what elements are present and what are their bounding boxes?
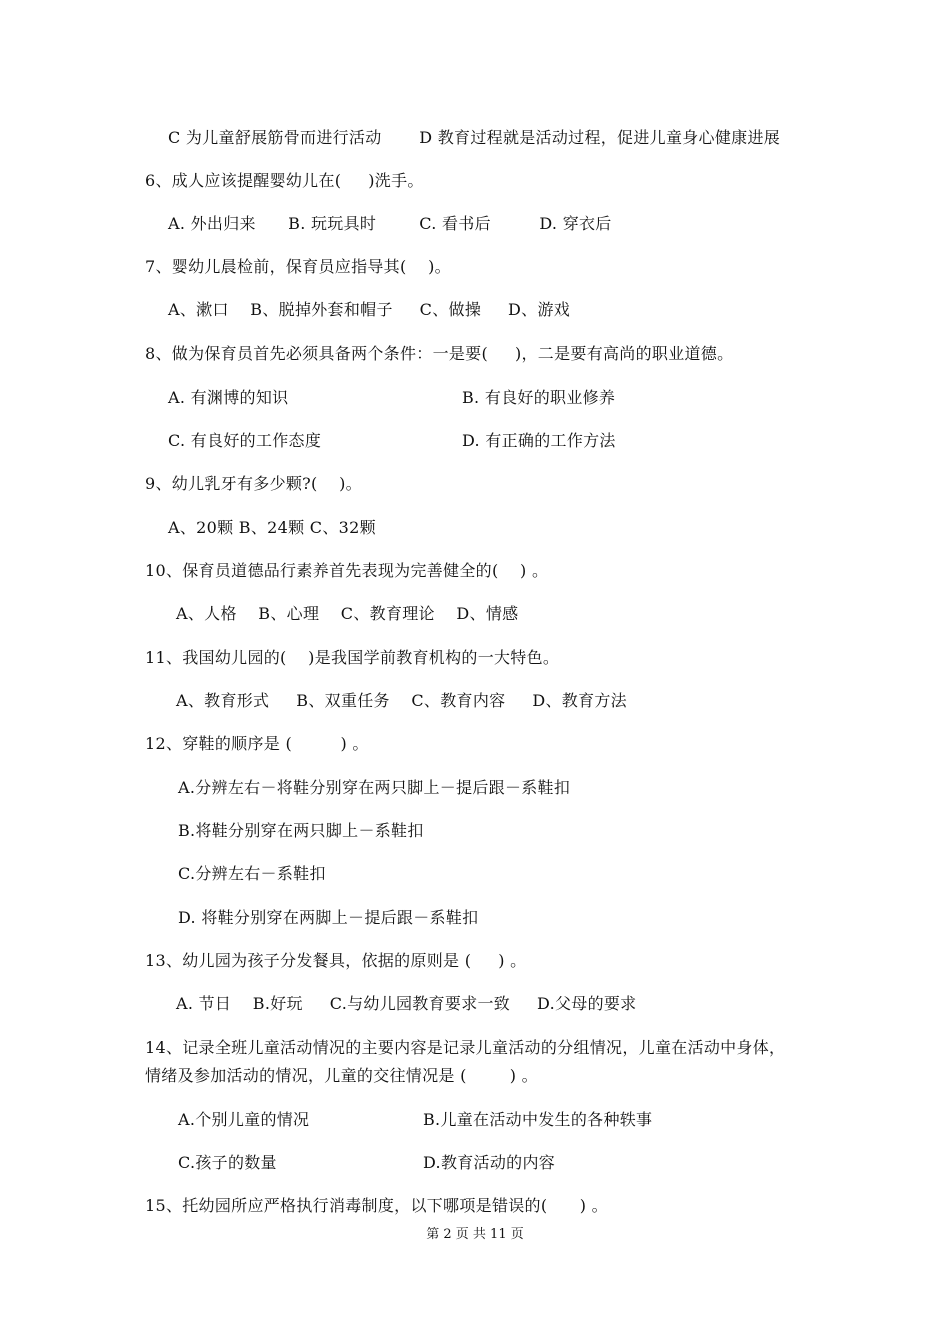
option-8a: A. 有渊博的知识 [168, 388, 289, 407]
option-line-5cd: C 为儿童舒展筋骨而进行活动 D 教育过程就是活动过程，促进儿童身心健康进展 [168, 128, 781, 147]
option-14a: A.个别儿童的情况 [178, 1110, 310, 1129]
question-15: 15、托幼园所应严格执行消毒制度，以下哪项是错误的( ) 。 [145, 1196, 608, 1215]
option-12a: A.分辨左右－将鞋分别穿在两只脚上－提后跟－系鞋扣 [178, 778, 571, 797]
option-14c: C.孩子的数量 [178, 1153, 277, 1172]
question-8: 8、做为保育员首先必须具备两个条件：一是要( )，二是要有高尚的职业道德。 [145, 344, 734, 363]
question-10: 10、保育员道德品行素养首先表现为完善健全的( ) 。 [145, 561, 549, 580]
question-6: 6、成人应该提醒婴幼儿在( )洗手。 [145, 171, 424, 190]
question-7: 7、婴幼儿晨检前，保育员应指导其( )。 [145, 257, 451, 276]
options-9: A、20颗 B、24颗 C、32颗 [168, 518, 376, 537]
question-11: 11、我国幼儿园的( )是我国学前教育机构的一大特色。 [145, 648, 560, 667]
option-8d: D. 有正确的工作方法 [462, 431, 616, 450]
option-12d: D. 将鞋分别穿在两脚上－提后跟－系鞋扣 [178, 908, 479, 927]
options-13: A. 节日 B.好玩 C.与幼儿园教育要求一致 D.父母的要求 [176, 994, 637, 1013]
option-14b: B.儿童在活动中发生的各种轶事 [423, 1110, 653, 1129]
option-12c: C.分辨左右－系鞋扣 [178, 864, 326, 883]
options-6: A. 外出归来 B. 玩玩具时 C. 看书后 D. 穿衣后 [168, 214, 612, 233]
option-14d: D.教育活动的内容 [423, 1153, 556, 1172]
question-14-line2: 情绪及参加活动的情况，儿童的交往情况是 ( ) 。 [145, 1066, 538, 1085]
options-10: A、人格 B、心理 C、教育理论 D、情感 [176, 604, 519, 623]
option-12b: B.将鞋分别穿在两只脚上－系鞋扣 [178, 821, 424, 840]
options-11: A、教育形式 B、双重任务 C、教育内容 D、教育方法 [176, 691, 627, 710]
question-13: 13、幼儿园为孩子分发餐具，依据的原则是 ( ) 。 [145, 951, 527, 970]
option-8b: B. 有良好的职业修养 [462, 388, 616, 407]
options-7: A、漱口 B、脱掉外套和帽子 C、做操 D、游戏 [168, 300, 571, 319]
option-8c: C. 有良好的工作态度 [168, 431, 322, 450]
question-12: 12、穿鞋的顺序是 ( ) 。 [145, 734, 369, 753]
page-footer: 第 2 页 共 11 页 [426, 1227, 524, 1242]
question-14-line1: 14、记录全班儿童活动情况的主要内容是记录儿童活动的分组情况，儿童在活动中身体， [145, 1038, 786, 1057]
question-9: 9、幼儿乳牙有多少颗?( )。 [145, 474, 362, 493]
